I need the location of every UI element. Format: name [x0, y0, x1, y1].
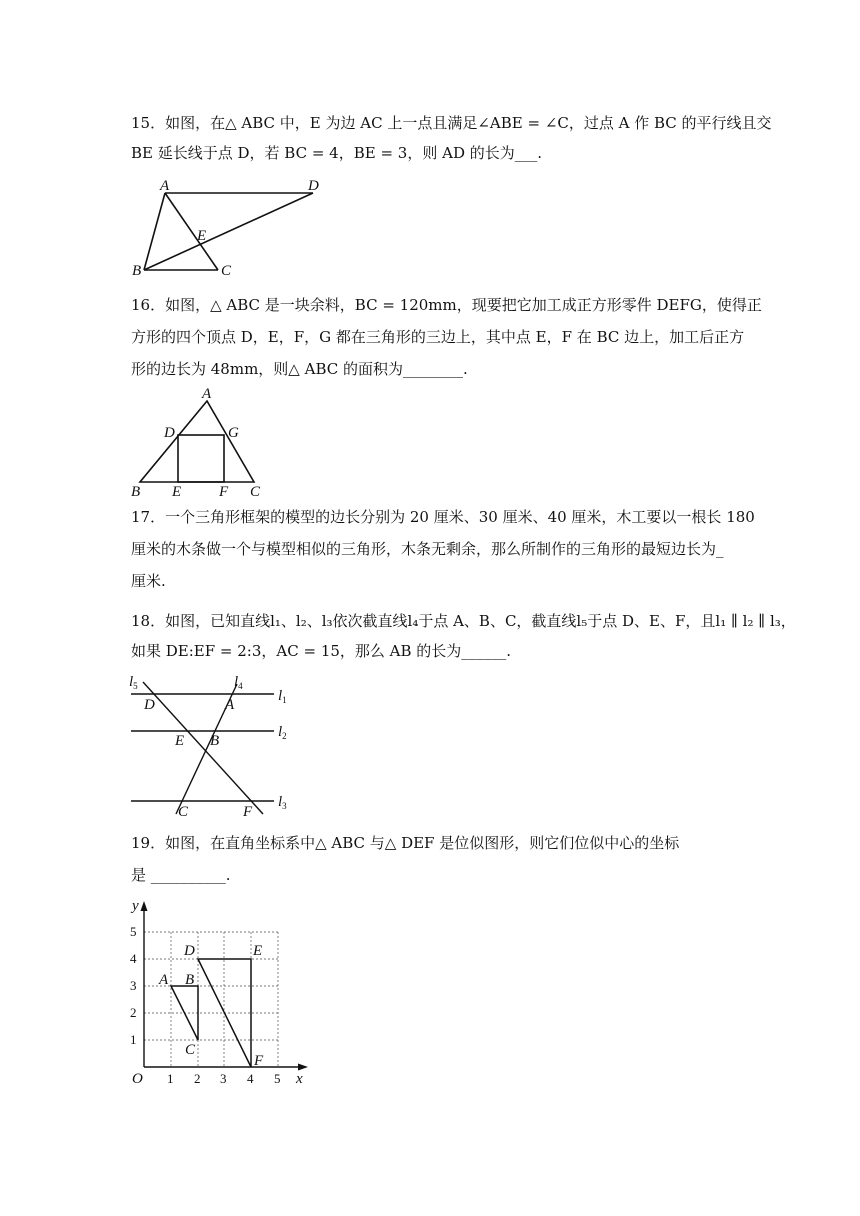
- q19-text-line2: 是 __________.: [131, 866, 231, 884]
- q18-label-l3: $l_3$: [278, 794, 287, 811]
- q15-label-b: B: [132, 263, 142, 279]
- q19-ytick-5: 5: [130, 924, 137, 939]
- q19-y-axis-label: y: [132, 898, 139, 914]
- q19-text-line1: 19．如图，在直角坐标系中△ ABC 与△ DEF 是位似图形，则它们位似中心的坐标: [131, 834, 680, 852]
- q17-text-line2: 厘米的木条做一个与模型相似的三角形，木条无剩余，那么所制作的三角形的最短边长为_: [131, 540, 724, 558]
- q16-label-b: B: [131, 484, 141, 500]
- q19-ytick-3: 3: [130, 978, 137, 993]
- q19-xtick-4: 4: [247, 1071, 254, 1086]
- q15-label-d: D: [308, 178, 319, 194]
- q18-label-d: D: [144, 697, 155, 713]
- q16-label-e: E: [172, 484, 182, 500]
- q19-label-e: E: [253, 943, 263, 959]
- q19-ytick-1: 1: [130, 1032, 137, 1047]
- q16-label-f: F: [219, 484, 229, 500]
- q16-label-c: C: [250, 484, 261, 500]
- q19-ytick-4: 4: [130, 951, 137, 966]
- q16-text-line3: 形的边长为 48mm，则△ ABC 的面积为________.: [131, 360, 468, 378]
- q19-ytick-2: 2: [130, 1005, 137, 1020]
- q19-label-f: F: [254, 1053, 264, 1069]
- q19-label-d: D: [184, 943, 195, 959]
- q19-label-a: A: [159, 972, 169, 988]
- q16-text-line1: 16．如图，△ ABC 是一块余料，BC = 120mm，现要把它加工成正方形零件 DEFG，使得正: [131, 296, 762, 314]
- q16-text-line2: 方形的四个顶点 D，E，F，G 都在三角形的三边上，其中点 E，F 在 BC 边上，加工后正方: [131, 328, 745, 346]
- q19-xtick-2: 2: [194, 1071, 201, 1086]
- q18-label-e: E: [175, 733, 185, 749]
- q18-label-l2: $l_2$: [278, 724, 287, 741]
- q15-label-c: C: [221, 263, 232, 279]
- q18-text-line2: 如果 DE:EF = 2:3，AC = 15，那么 AB 的长为______.: [131, 642, 512, 660]
- q18-label-l4: $l_4$: [234, 674, 243, 691]
- q18-label-f: F: [243, 804, 253, 820]
- q18-label-l5: $l_5$: [129, 674, 138, 691]
- q15-label-a: A: [160, 178, 170, 194]
- q19-label-c: C: [185, 1042, 196, 1058]
- q15-text-line2: BE 延长线于点 D，若 BC = 4，BE = 3，则 AD 的长为___.: [131, 144, 543, 162]
- q19-xtick-1: 1: [167, 1071, 174, 1086]
- q18-label-b: B: [210, 733, 220, 749]
- q16-label-g: G: [228, 425, 239, 441]
- q16-label-d: D: [164, 425, 175, 441]
- q18-label-l1: $l_1$: [278, 688, 287, 705]
- q16-triangle-square-figure: [130, 385, 280, 500]
- q16-label-a: A: [202, 386, 212, 402]
- q19-label-b: B: [185, 972, 195, 988]
- q17-text-line1: 17．一个三角形框架的模型的边长分别为 20 厘米、30 厘米、40 厘米，木工要以一根长 180: [131, 508, 755, 526]
- q15-text-line1: 15．如图，在△ ABC 中，E 为边 AC 上一点且满足∠ABE = ∠C，过点 A 作 BC 的平行线且交: [131, 114, 772, 132]
- q18-label-a: A: [225, 697, 235, 713]
- q19-origin-label: O: [132, 1071, 143, 1087]
- q15-label-e: E: [197, 228, 207, 244]
- q17-text-line3: 厘米.: [131, 572, 166, 590]
- q18-label-c: C: [178, 804, 189, 820]
- q18-parallel-lines-figure: [128, 672, 308, 820]
- q19-xtick-3: 3: [220, 1071, 227, 1086]
- q19-x-axis-label: x: [296, 1071, 303, 1087]
- q18-text-line1: 18．如图，已知直线l₁、l₂、l₃依次截直线l₄于点 A、B、C，截直线l₅于点 D、E、F，且l₁ ∥ l₂ ∥ l₃，: [131, 612, 796, 630]
- q15-triangle-figure: [130, 178, 330, 278]
- q19-coordinate-figure: [128, 898, 318, 1088]
- q19-xtick-5: 5: [274, 1071, 281, 1086]
